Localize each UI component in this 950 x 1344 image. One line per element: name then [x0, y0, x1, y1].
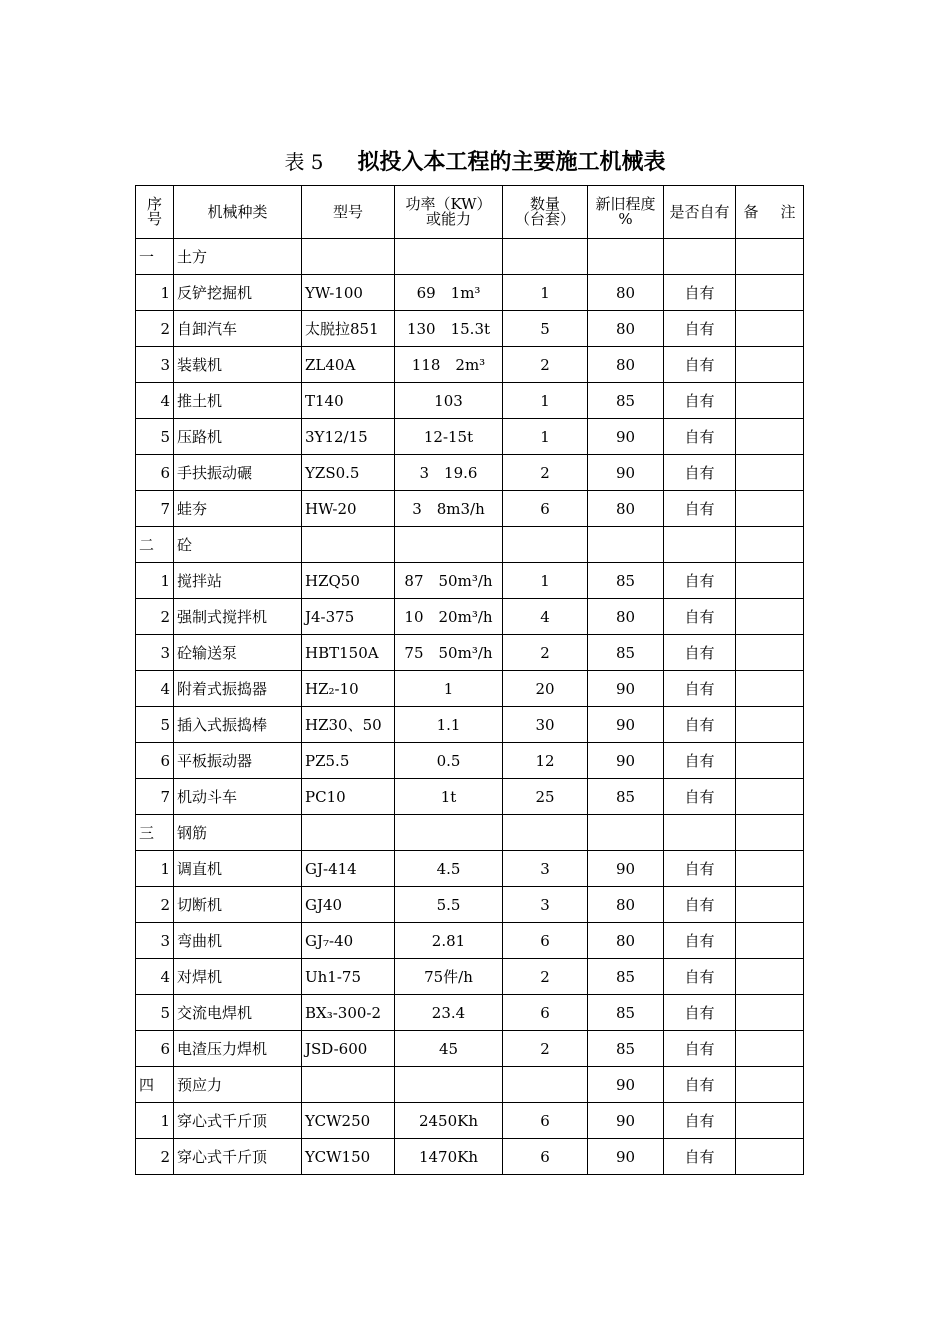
- cell-no: 5: [136, 707, 174, 743]
- cell-own: [664, 815, 736, 851]
- cell-model: HZ₂-10: [302, 671, 395, 707]
- cell-no: 4: [136, 671, 174, 707]
- cell-note: [736, 671, 804, 707]
- cell-own: 自有: [664, 563, 736, 599]
- cell-model: PC10: [302, 779, 395, 815]
- cell-no: 5: [136, 995, 174, 1031]
- cell-no: 7: [136, 779, 174, 815]
- cell-model: T140: [302, 383, 395, 419]
- cell-power: 1t: [395, 779, 503, 815]
- cell-qty: 6: [503, 491, 588, 527]
- cell-power: 130 15.3t: [395, 311, 503, 347]
- category-row: [136, 815, 804, 851]
- cell-note: [736, 383, 804, 419]
- cell-power: 4.5: [395, 851, 503, 887]
- cell-condition: 90: [588, 1067, 664, 1103]
- cell-condition: 90: [588, 1103, 664, 1139]
- cell-power: 1470Kh: [395, 1139, 503, 1175]
- cell-no: 1: [136, 563, 174, 599]
- cell-no: 2: [136, 887, 174, 923]
- table-title: [0, 146, 950, 179]
- cell-name: 砼: [174, 527, 302, 563]
- cell-own: 自有: [664, 995, 736, 1031]
- cell-name: 砼输送泵: [174, 635, 302, 671]
- cell-own: 自有: [664, 743, 736, 779]
- cell-condition: 85: [588, 635, 664, 671]
- cell-model: YZS0.5: [302, 455, 395, 491]
- cell-note: [736, 779, 804, 815]
- cell-name: 穿心式千斤顶: [174, 1103, 302, 1139]
- table-row: [136, 1031, 804, 1067]
- cell-no: 1: [136, 1103, 174, 1139]
- cell-name: 交流电焊机: [174, 995, 302, 1031]
- cell-qty: 6: [503, 1103, 588, 1139]
- cell-power: [395, 1067, 503, 1103]
- cell-note: [736, 851, 804, 887]
- cell-condition: 90: [588, 707, 664, 743]
- cell-condition: 85: [588, 563, 664, 599]
- cell-name: 蛙夯: [174, 491, 302, 527]
- cell-note: [736, 1031, 804, 1067]
- cell-model: HZ30、50: [302, 707, 395, 743]
- cell-name: 弯曲机: [174, 923, 302, 959]
- cell-own: 自有: [664, 491, 736, 527]
- cell-model: HZQ50: [302, 563, 395, 599]
- cell-condition: 85: [588, 383, 664, 419]
- cell-own: 自有: [664, 671, 736, 707]
- cell-no: 2: [136, 311, 174, 347]
- cell-own: 自有: [664, 887, 736, 923]
- cell-condition: [588, 527, 664, 563]
- cell-condition: 80: [588, 923, 664, 959]
- cell-model: JSD-600: [302, 1031, 395, 1067]
- cell-no: 四: [136, 1067, 174, 1103]
- cell-name: 装载机: [174, 347, 302, 383]
- cell-model: GJ40: [302, 887, 395, 923]
- cell-own: 自有: [664, 707, 736, 743]
- cell-no: 5: [136, 419, 174, 455]
- cell-note: [736, 707, 804, 743]
- cell-no: 4: [136, 959, 174, 995]
- cell-power: [395, 815, 503, 851]
- cell-no: 二: [136, 527, 174, 563]
- cell-name: 手扶振动碾: [174, 455, 302, 491]
- cell-power: 75 50m³/h: [395, 635, 503, 671]
- cell-condition: 90: [588, 455, 664, 491]
- cell-qty: 1: [503, 383, 588, 419]
- cell-qty: 30: [503, 707, 588, 743]
- cell-model: HBT150A: [302, 635, 395, 671]
- cell-model: BX₃-300-2: [302, 995, 395, 1031]
- cell-power: 103: [395, 383, 503, 419]
- cell-name: 附着式振捣器: [174, 671, 302, 707]
- cell-power: 69 1m³: [395, 275, 503, 311]
- table-row: [136, 347, 804, 383]
- cell-power: 2.81: [395, 923, 503, 959]
- cell-own: 自有: [664, 1067, 736, 1103]
- cell-condition: 80: [588, 491, 664, 527]
- cell-condition: 90: [588, 419, 664, 455]
- header-model: 型号: [302, 186, 395, 239]
- table-row: [136, 563, 804, 599]
- cell-model: J4-375: [302, 599, 395, 635]
- cell-own: 自有: [664, 959, 736, 995]
- cell-condition: [588, 239, 664, 275]
- cell-name: 预应力: [174, 1067, 302, 1103]
- cell-condition: 80: [588, 347, 664, 383]
- cell-power: 2450Kh: [395, 1103, 503, 1139]
- cell-qty: 3: [503, 851, 588, 887]
- cell-qty: 20: [503, 671, 588, 707]
- table-row: [136, 383, 804, 419]
- cell-note: [736, 599, 804, 635]
- cell-power: 0.5: [395, 743, 503, 779]
- cell-qty: 2: [503, 455, 588, 491]
- cell-name: 对焊机: [174, 959, 302, 995]
- header-condition: 新旧程度 %: [588, 186, 664, 239]
- cell-model: [302, 1067, 395, 1103]
- cell-model: Uh1-75: [302, 959, 395, 995]
- cell-condition: 90: [588, 851, 664, 887]
- cell-no: 三: [136, 815, 174, 851]
- cell-name: 电渣压力焊机: [174, 1031, 302, 1067]
- cell-note: [736, 959, 804, 995]
- cell-name: 强制式搅拌机: [174, 599, 302, 635]
- cell-condition: 90: [588, 743, 664, 779]
- category-row: [136, 1067, 804, 1103]
- table-row: [136, 455, 804, 491]
- cell-condition: 85: [588, 1031, 664, 1067]
- category-row: [136, 239, 804, 275]
- cell-power: 75件/h: [395, 959, 503, 995]
- cell-own: 自有: [664, 347, 736, 383]
- table-row: [136, 275, 804, 311]
- cell-condition: 85: [588, 779, 664, 815]
- cell-note: [736, 635, 804, 671]
- cell-note: [736, 995, 804, 1031]
- header-row: [136, 186, 804, 239]
- cell-qty: [503, 815, 588, 851]
- cell-no: 1: [136, 275, 174, 311]
- table-row: [136, 995, 804, 1031]
- header-note: 备 注: [736, 186, 804, 239]
- cell-model: [302, 527, 395, 563]
- machinery-table: [135, 185, 804, 1175]
- cell-power: 1.1: [395, 707, 503, 743]
- cell-note: [736, 923, 804, 959]
- table-row: [136, 311, 804, 347]
- cell-no: 一: [136, 239, 174, 275]
- table-row: [136, 419, 804, 455]
- cell-qty: 2: [503, 959, 588, 995]
- cell-note: [736, 563, 804, 599]
- header-qty: 数量 （台套）: [503, 186, 588, 239]
- table-number: 表 5: [284, 150, 324, 174]
- cell-power: 118 2m³: [395, 347, 503, 383]
- cell-qty: [503, 239, 588, 275]
- table-row: [136, 1103, 804, 1139]
- header-name: 机械种类: [174, 186, 302, 239]
- cell-own: [664, 239, 736, 275]
- cell-power: 3 19.6: [395, 455, 503, 491]
- cell-name: 切断机: [174, 887, 302, 923]
- cell-own: 自有: [664, 275, 736, 311]
- cell-qty: [503, 1067, 588, 1103]
- table-row: [136, 599, 804, 635]
- table-row: [136, 851, 804, 887]
- cell-qty: 25: [503, 779, 588, 815]
- cell-power: 87 50m³/h: [395, 563, 503, 599]
- cell-power: 23.4: [395, 995, 503, 1031]
- cell-name: 钢筋: [174, 815, 302, 851]
- cell-no: 1: [136, 851, 174, 887]
- cell-qty: 3: [503, 887, 588, 923]
- cell-own: 自有: [664, 779, 736, 815]
- cell-power: [395, 239, 503, 275]
- cell-note: [736, 419, 804, 455]
- cell-no: 6: [136, 1031, 174, 1067]
- table-row: [136, 491, 804, 527]
- cell-note: [736, 239, 804, 275]
- cell-condition: 80: [588, 275, 664, 311]
- table-row: [136, 959, 804, 995]
- cell-note: [736, 275, 804, 311]
- cell-own: 自有: [664, 311, 736, 347]
- cell-name: 压路机: [174, 419, 302, 455]
- cell-note: [736, 743, 804, 779]
- cell-model: [302, 239, 395, 275]
- cell-no: 3: [136, 923, 174, 959]
- cell-name: 反铲挖掘机: [174, 275, 302, 311]
- cell-name: 调直机: [174, 851, 302, 887]
- table-row: [136, 1139, 804, 1175]
- cell-qty: 2: [503, 1031, 588, 1067]
- table-row: [136, 779, 804, 815]
- cell-qty: 1: [503, 563, 588, 599]
- cell-model: YCW250: [302, 1103, 395, 1139]
- cell-power: 10 20m³/h: [395, 599, 503, 635]
- cell-condition: 80: [588, 599, 664, 635]
- cell-qty: 6: [503, 1139, 588, 1175]
- cell-qty: 1: [503, 419, 588, 455]
- cell-power: 45: [395, 1031, 503, 1067]
- table-title-text: 拟投入本工程的主要施工机械表: [357, 150, 666, 175]
- cell-no: 4: [136, 383, 174, 419]
- cell-model: 太脱拉851: [302, 311, 395, 347]
- cell-model: PZ5.5: [302, 743, 395, 779]
- cell-name: 推土机: [174, 383, 302, 419]
- cell-note: [736, 1139, 804, 1175]
- cell-condition: 85: [588, 995, 664, 1031]
- table-row: [136, 635, 804, 671]
- cell-note: [736, 311, 804, 347]
- cell-note: [736, 347, 804, 383]
- cell-qty: 4: [503, 599, 588, 635]
- header-power: 功率（KW） 或能力: [395, 186, 503, 239]
- cell-own: 自有: [664, 1139, 736, 1175]
- cell-note: [736, 455, 804, 491]
- category-row: [136, 527, 804, 563]
- cell-model: 3Y12/15: [302, 419, 395, 455]
- cell-qty: 2: [503, 635, 588, 671]
- cell-own: 自有: [664, 1031, 736, 1067]
- cell-no: 2: [136, 599, 174, 635]
- cell-own: 自有: [664, 419, 736, 455]
- cell-model: GJ-414: [302, 851, 395, 887]
- table-row: [136, 887, 804, 923]
- cell-condition: 85: [588, 959, 664, 995]
- cell-qty: 2: [503, 347, 588, 383]
- cell-note: [736, 491, 804, 527]
- cell-model: [302, 815, 395, 851]
- cell-condition: 90: [588, 671, 664, 707]
- cell-no: 7: [136, 491, 174, 527]
- header-own: 是否自有: [664, 186, 736, 239]
- cell-power: 12-15t: [395, 419, 503, 455]
- cell-own: 自有: [664, 1103, 736, 1139]
- cell-model: GJ₇-40: [302, 923, 395, 959]
- cell-name: 插入式振捣棒: [174, 707, 302, 743]
- cell-model: HW-20: [302, 491, 395, 527]
- cell-no: 3: [136, 347, 174, 383]
- cell-own: [664, 527, 736, 563]
- header-no: 序 号: [136, 186, 174, 239]
- cell-condition: 80: [588, 887, 664, 923]
- cell-own: 自有: [664, 455, 736, 491]
- cell-note: [736, 527, 804, 563]
- cell-model: YW-100: [302, 275, 395, 311]
- cell-name: 穿心式千斤顶: [174, 1139, 302, 1175]
- cell-power: 5.5: [395, 887, 503, 923]
- cell-own: 自有: [664, 383, 736, 419]
- cell-qty: 12: [503, 743, 588, 779]
- cell-qty: 1: [503, 275, 588, 311]
- cell-qty: 6: [503, 923, 588, 959]
- cell-model: YCW150: [302, 1139, 395, 1175]
- cell-power: 3 8m3/h: [395, 491, 503, 527]
- cell-no: 3: [136, 635, 174, 671]
- table-row: [136, 923, 804, 959]
- cell-name: 自卸汽车: [174, 311, 302, 347]
- cell-own: 自有: [664, 923, 736, 959]
- cell-qty: 5: [503, 311, 588, 347]
- cell-condition: [588, 815, 664, 851]
- cell-name: 平板振动器: [174, 743, 302, 779]
- cell-name: 土方: [174, 239, 302, 275]
- cell-name: 搅拌站: [174, 563, 302, 599]
- cell-note: [736, 1103, 804, 1139]
- cell-own: 自有: [664, 599, 736, 635]
- cell-note: [736, 1067, 804, 1103]
- cell-condition: 90: [588, 1139, 664, 1175]
- cell-own: 自有: [664, 635, 736, 671]
- cell-name: 机动斗车: [174, 779, 302, 815]
- cell-power: 1: [395, 671, 503, 707]
- cell-no: 6: [136, 455, 174, 491]
- cell-no: 2: [136, 1139, 174, 1175]
- cell-condition: 80: [588, 311, 664, 347]
- cell-qty: [503, 527, 588, 563]
- cell-no: 6: [136, 743, 174, 779]
- cell-note: [736, 887, 804, 923]
- cell-qty: 6: [503, 995, 588, 1031]
- table-row: [136, 743, 804, 779]
- cell-note: [736, 815, 804, 851]
- cell-model: ZL40A: [302, 347, 395, 383]
- table-row: [136, 671, 804, 707]
- cell-power: [395, 527, 503, 563]
- cell-own: 自有: [664, 851, 736, 887]
- table-row: [136, 707, 804, 743]
